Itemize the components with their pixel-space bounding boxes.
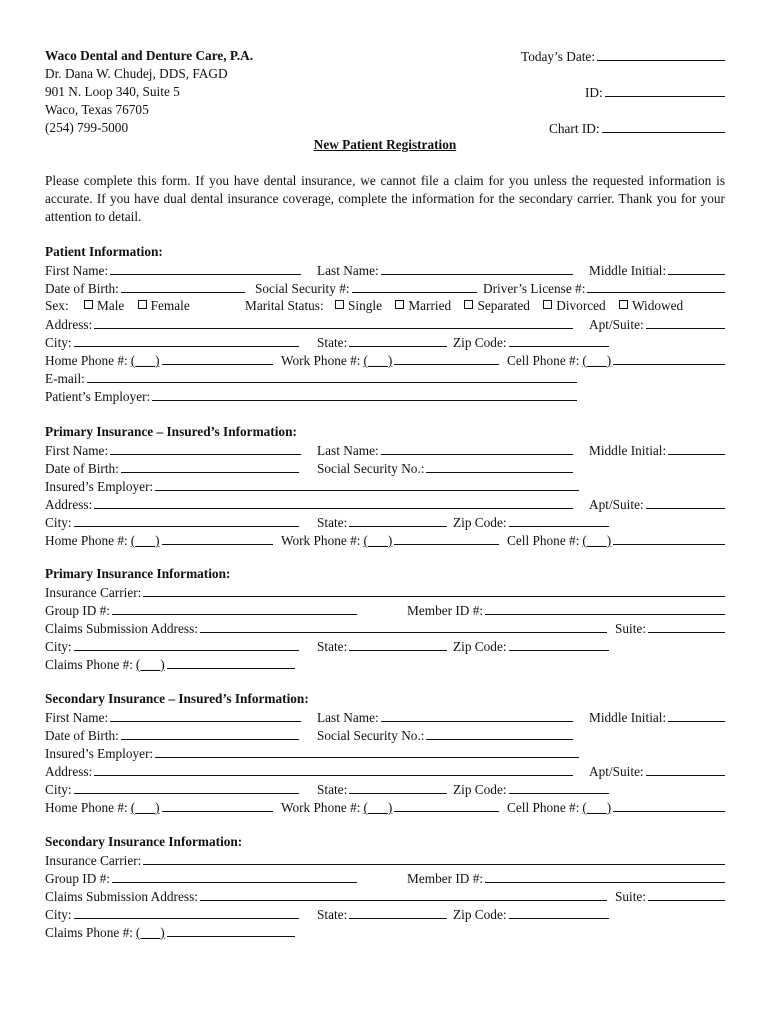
todays-date-field <box>521 48 725 64</box>
doctor-name: Dr. Dana W. Chudej, DDS, FAGD <box>45 66 228 81</box>
patient-employer-row <box>45 388 725 404</box>
practice-address-line2: Waco, Texas 76705 <box>45 102 149 117</box>
primary-insured-cell-phone-input[interactable] <box>613 532 725 545</box>
secondary-claims-suite-input[interactable] <box>648 888 725 901</box>
secondary-insured-name-row: First Name: Last Name: Middle Initial: <box>45 709 725 725</box>
patient-email-row <box>45 370 725 386</box>
todays-date-input[interactable] <box>597 48 725 61</box>
patient-state-input[interactable] <box>349 334 447 347</box>
secondary-claims-city-input[interactable] <box>74 906 299 919</box>
primary-insured-address-input[interactable] <box>94 496 573 509</box>
section-patient-information: Patient Information: <box>45 244 163 259</box>
secondary-carrier-row: Insurance Carrier: <box>45 852 725 868</box>
primary-insured-zip-input[interactable] <box>509 514 609 527</box>
work-phone-label: Work Phone #: <box>281 353 361 368</box>
first-name-label: First Name: <box>45 263 109 278</box>
secondary-insured-state-input[interactable] <box>349 781 447 794</box>
primary-insured-home-phone-input[interactable] <box>162 532 273 545</box>
city-label: City: <box>45 335 72 350</box>
secondary-insured-employer-row: Insured’s Employer: <box>45 745 725 761</box>
secondary-insured-first-name-input[interactable] <box>110 709 301 722</box>
secondary-claims-zip-input[interactable] <box>509 906 609 919</box>
todays-date-label: Today’s Date: <box>521 49 596 64</box>
intro-paragraph: Please complete this form. If you have dental insurance, we cannot file a claim for you unless the requested information is accurate. If you have dual dental insurance coverage, complete the information for the secondary carrier. Thank you for your attention to detail. <box>45 173 725 224</box>
patient-last-name-input[interactable] <box>381 262 573 275</box>
primary-insured-state-input[interactable] <box>349 514 447 527</box>
patient-ssn-input[interactable] <box>352 280 477 293</box>
chart-id-field <box>549 120 725 136</box>
page-title: New Patient Registration <box>313 137 457 152</box>
chart-id-input[interactable] <box>602 120 725 133</box>
ssn-label: Social Security #: <box>255 281 350 296</box>
id-label: ID: <box>585 85 603 100</box>
secondary-member-id-input[interactable] <box>485 870 725 883</box>
patient-address-input[interactable] <box>94 316 573 329</box>
registration-form <box>45 0 725 1024</box>
patient-first-name-input[interactable] <box>110 262 301 275</box>
primary-insured-middle-initial-input[interactable] <box>668 442 725 455</box>
patient-cell-phone-input[interactable] <box>613 352 725 365</box>
secondary-ids-row: Group ID #: Member ID #: <box>45 870 725 886</box>
patient-city-input[interactable] <box>74 334 299 347</box>
section-primary-insurance: Primary Insurance Information: <box>45 566 231 581</box>
section-secondary-insured: Secondary Insurance – Insured’s Information: <box>45 691 309 706</box>
primary-carrier-row: Insurance Carrier: <box>45 584 725 600</box>
patient-email-input[interactable] <box>87 370 577 383</box>
patient-dob-input[interactable] <box>121 280 245 293</box>
drivers-license-label: Driver’s License #: <box>483 281 586 296</box>
primary-insured-dob-row: Date of Birth: Social Security No.: <box>45 460 725 476</box>
patient-employer-input[interactable] <box>152 388 577 401</box>
zip-label: Zip Code: <box>453 335 507 350</box>
practice-phone: (254) 799-5000 <box>45 120 129 135</box>
sex-options <box>45 298 200 314</box>
patient-home-phone-input[interactable] <box>162 352 273 365</box>
marital-option-separated[interactable]: Separated <box>464 298 529 313</box>
chart-id-label: Chart ID: <box>549 121 600 136</box>
secondary-group-id-input[interactable] <box>112 870 357 883</box>
primary-claims-address-input[interactable] <box>200 620 607 633</box>
primary-ids-row: Group ID #: Member ID #: <box>45 602 725 618</box>
section-secondary-insurance: Secondary Insurance Information: <box>45 834 243 849</box>
home-phone-label: Home Phone #: <box>45 353 128 368</box>
primary-insured-name-row: First Name: Last Name: Middle Initial: <box>45 442 725 458</box>
cell-phone-label: Cell Phone #: <box>507 353 580 368</box>
secondary-insurance-carrier-input[interactable] <box>143 852 725 865</box>
patient-city-row <box>45 334 725 350</box>
address-label: Address: <box>45 317 93 332</box>
secondary-insured-work-phone-input[interactable] <box>394 799 499 812</box>
patient-middle-initial-input[interactable] <box>668 262 725 275</box>
middle-initial-label: Middle Initial: <box>589 263 667 278</box>
primary-insured-apt-suite-input[interactable] <box>646 496 725 509</box>
primary-insured-phone-row: Home Phone #: (___) Work Phone #: (___) Cell Phone #: (___) <box>45 532 725 548</box>
id-input[interactable] <box>605 84 725 97</box>
patient-apt-suite-input[interactable] <box>646 316 725 329</box>
section-primary-insured: Primary Insurance – Insured’s Information: <box>45 424 297 439</box>
secondary-insured-dob-row: Date of Birth: Social Security No.: <box>45 727 725 743</box>
secondary-insured-employer-input[interactable] <box>155 745 579 758</box>
secondary-insured-city-row: City: State: Zip Code: <box>45 781 725 797</box>
patient-drivers-license-input[interactable] <box>587 280 725 293</box>
secondary-insured-middle-initial-input[interactable] <box>668 709 725 722</box>
dob-label: Date of Birth: <box>45 281 119 296</box>
secondary-claims-phone-input[interactable] <box>167 924 295 937</box>
practice-name: Waco Dental and Denture Care, P.A. <box>45 48 254 63</box>
checkbox-icon[interactable] <box>335 300 344 309</box>
primary-insured-first-name-input[interactable] <box>110 442 301 455</box>
checkbox-icon[interactable] <box>464 300 473 309</box>
email-label: E-mail: <box>45 371 85 386</box>
primary-claims-zip-input[interactable] <box>509 638 609 651</box>
primary-insured-employer-input[interactable] <box>155 478 579 491</box>
secondary-insured-apt-suite-input[interactable] <box>646 763 725 776</box>
checkbox-icon[interactable] <box>543 300 552 309</box>
primary-insured-ssn-input[interactable] <box>426 460 573 473</box>
secondary-insured-last-name-input[interactable] <box>381 709 573 722</box>
id-field <box>585 84 725 100</box>
primary-insured-work-phone-input[interactable] <box>394 532 499 545</box>
secondary-insured-dob-input[interactable] <box>121 727 299 740</box>
secondary-claims-address-row: Claims Submission Address: Suite: <box>45 888 725 904</box>
marital-option-single[interactable]: Single <box>335 298 382 313</box>
secondary-insured-home-phone-input[interactable] <box>162 799 273 812</box>
patient-phone-row: Home Phone #: (___) Work Phone #: (___) Cell Phone #: (___) <box>45 352 725 368</box>
secondary-claims-state-input[interactable] <box>349 906 447 919</box>
primary-claims-phone-row: Claims Phone #: (___) <box>45 656 725 672</box>
secondary-claims-phone-row: Claims Phone #: (___) <box>45 924 725 940</box>
marital-options <box>245 298 683 314</box>
primary-insured-last-name-input[interactable] <box>381 442 573 455</box>
apt-suite-label: Apt/Suite: <box>589 317 644 332</box>
patient-sex-marital-row <box>45 298 725 314</box>
primary-group-id-input[interactable] <box>112 602 357 615</box>
primary-claims-city-row: City: State: Zip Code: <box>45 638 725 654</box>
secondary-insured-ssn-input[interactable] <box>426 727 573 740</box>
primary-claims-address-row: Claims Submission Address: Suite: <box>45 620 725 636</box>
patient-address-row <box>45 316 725 332</box>
marital-status-label: Marital Status: <box>245 298 324 313</box>
primary-insured-dob-input[interactable] <box>121 460 299 473</box>
state-label: State: <box>317 335 348 350</box>
marital-option-widowed[interactable]: Widowed <box>619 298 683 313</box>
secondary-insured-address-input[interactable] <box>94 763 573 776</box>
sex-label: Sex: <box>45 298 69 313</box>
primary-claims-city-input[interactable] <box>74 638 299 651</box>
secondary-claims-city-row: City: State: Zip Code: <box>45 906 725 922</box>
checkbox-icon[interactable] <box>395 300 404 309</box>
primary-insured-address-row: Address: Apt/Suite: <box>45 496 725 512</box>
patient-work-phone-input[interactable] <box>394 352 499 365</box>
primary-insured-city-row: City: State: Zip Code: <box>45 514 725 530</box>
primary-claims-suite-input[interactable] <box>648 620 725 633</box>
primary-insurance-carrier-input[interactable] <box>143 584 725 597</box>
sex-option-female[interactable]: Female <box>138 298 190 313</box>
patient-dob-row <box>45 280 725 296</box>
primary-insured-city-input[interactable] <box>74 514 299 527</box>
sex-option-male[interactable]: Male <box>84 298 124 313</box>
checkbox-icon[interactable] <box>84 300 93 309</box>
primary-claims-state-input[interactable] <box>349 638 447 651</box>
secondary-insured-phone-row: Home Phone #: (___) Work Phone #: (___) Cell Phone #: (___) <box>45 799 725 815</box>
patient-employer-label: Patient’s Employer: <box>45 389 151 404</box>
patient-zip-input[interactable] <box>509 334 609 347</box>
checkbox-icon[interactable] <box>138 300 147 309</box>
primary-member-id-input[interactable] <box>485 602 725 615</box>
secondary-claims-address-input[interactable] <box>200 888 607 901</box>
last-name-label: Last Name: <box>317 263 379 278</box>
secondary-insured-cell-phone-input[interactable] <box>613 799 725 812</box>
checkbox-icon[interactable] <box>619 300 628 309</box>
secondary-insured-city-input[interactable] <box>74 781 299 794</box>
marital-option-divorced[interactable]: Divorced <box>543 298 605 313</box>
patient-name-row <box>45 262 725 278</box>
primary-insured-employer-row: Insured’s Employer: <box>45 478 725 494</box>
practice-address-line1: 901 N. Loop 340, Suite 5 <box>45 84 180 99</box>
secondary-insured-zip-input[interactable] <box>509 781 609 794</box>
secondary-insured-address-row: Address: Apt/Suite: <box>45 763 725 779</box>
marital-option-married[interactable]: Married <box>395 298 451 313</box>
primary-claims-phone-input[interactable] <box>167 656 295 669</box>
